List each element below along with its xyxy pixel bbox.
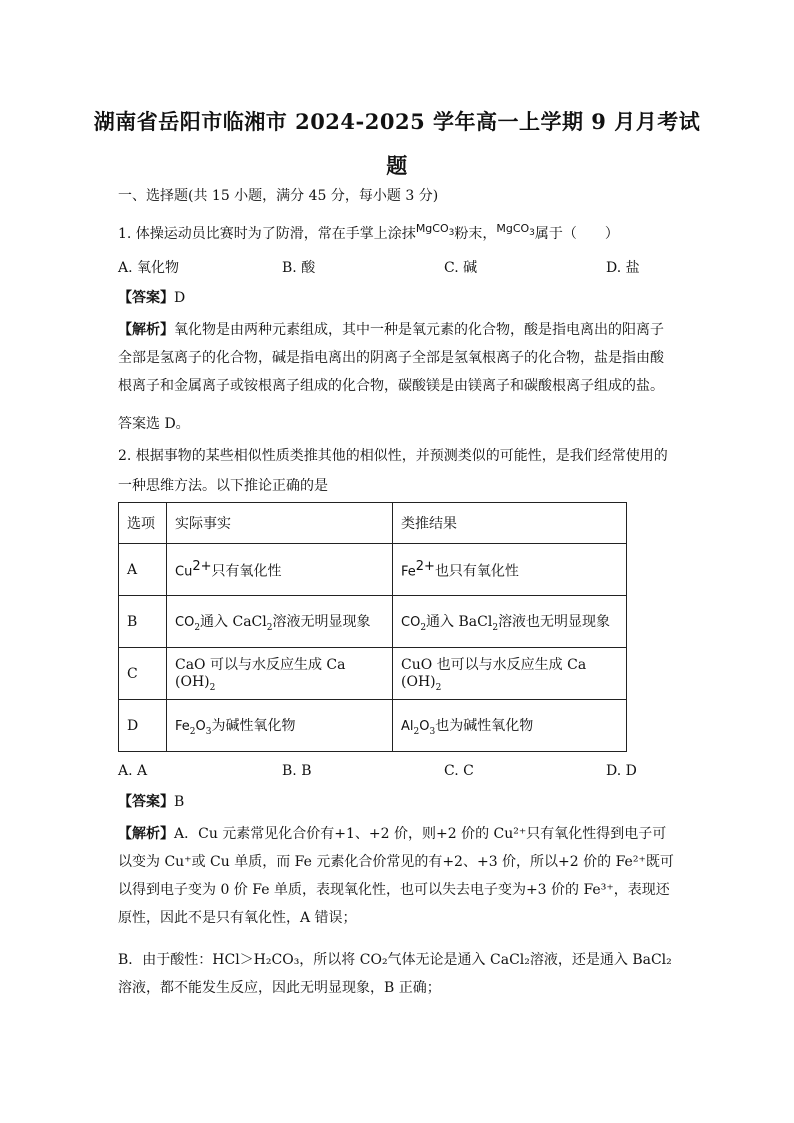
result-cell: $Fe^{2+}$也只有氧化性 — [393, 544, 627, 596]
q2-answer-value: B — [174, 794, 185, 810]
answer-tag: 【答案】 — [118, 794, 174, 810]
comparison-table — [118, 502, 627, 752]
q1-mid: 粉末， — [454, 226, 497, 242]
header-fact: 实际事实 — [167, 503, 393, 544]
table-row — [119, 544, 627, 596]
result-cell: $CO_2$通入 BaCl$_2$溶液也无明显现象 — [393, 596, 627, 648]
title-line-2: 题 — [386, 153, 408, 178]
q1-lead: 1. 体操运动员比赛时为了防滑，常在手掌上涂抹 — [118, 226, 416, 242]
row-label: D — [119, 700, 167, 752]
q1-option-a: A. 氧化物 — [118, 260, 180, 276]
answer-tag: 【答案】 — [118, 290, 174, 306]
q2-stem-line-2: 一种思维方法。以下推论正确的是 — [118, 478, 328, 494]
q1-option-c: C. 碱 — [444, 260, 478, 276]
q1-analysis-text: 氧化物是由两种元素组成，其中一种是氧元素的化合物，酸是指电离出的阳离子全部是氢离子的化合物，碱是指电离出的阴离子全部是氢氧根离子的化合物，盐是指由酸根离子和金属离子或铵根离子组成的化合物，碳酸镁是由镁离子和碳酸根离子组成的盐。 — [118, 322, 664, 394]
q1-formula-1: MgCO3 — [415, 222, 455, 239]
q1-option-b: B. 酸 — [282, 260, 316, 276]
table-header-row — [119, 503, 627, 544]
result-cell: $Al_2O_3$也为碱性氧化物 — [393, 700, 627, 752]
q1-tail: 属于（ ） — [534, 226, 619, 242]
fact-cell: $Cu^{2+}$只有氧化性 — [167, 544, 393, 596]
q2-answer — [118, 792, 184, 812]
q1-answer-value: D — [174, 290, 186, 306]
fact-cell: $CO_2$通入 CaCl$_2$溶液无明显现象 — [167, 596, 393, 648]
q2-analysis-a — [118, 820, 674, 932]
q2-stem-line-1: 2. 根据事物的某些相似性质类推其他的相似性，并预测类似的可能性，是我们经常使用的 — [118, 448, 668, 464]
q2-option-d: D. D — [606, 763, 637, 779]
table-row — [119, 596, 627, 648]
row-label: B — [119, 596, 167, 648]
analysis-tag: 【解析】 — [118, 826, 174, 842]
section-heading: 一、选择题(共 15 小题，满分 45 分，每小题 3 分) — [118, 188, 439, 204]
header-result: 类推结果 — [393, 503, 627, 544]
fact-cell: CaO 可以与水反应生成 Ca $(OH)_2$ — [167, 648, 393, 700]
q1-option-d: D. 盐 — [606, 260, 640, 276]
q2-option-b: B. B — [282, 763, 312, 779]
q2-option-c: C. C — [444, 763, 474, 779]
title-line-1: 湖南省岳阳市临湘市 2024-2025 学年高一上学期 9 月月考试 — [93, 109, 701, 134]
fact-cell: $Fe_2O_3$为碱性氧化物 — [167, 700, 393, 752]
q1-answer — [118, 288, 185, 308]
table-row — [119, 700, 627, 752]
table-row — [119, 648, 627, 700]
q1-stem — [118, 224, 619, 249]
row-label: C — [119, 648, 167, 700]
q2-analysis-a-text: A．Cu 元素常见化合价有+1、+2 价，则+2 价的 Cu²⁺只有氧化性得到电子可以变为 Cu⁺或 Cu 单质，而 Fe 元素化合价常见的有+2、+3 价，所以+2 价的 Fe²⁺既可以得到电子变为 0 价 Fe 单质，表现氧化性，也可以失去电子变为+3 价的 Fe³⁺，表现还原性，因此不是只有氧化性，A 错误； — [118, 826, 674, 926]
row-label: A — [119, 544, 167, 596]
q1-analysis — [118, 316, 674, 400]
page-title — [80, 100, 714, 188]
analysis-tag: 【解析】 — [118, 322, 174, 338]
header-option: 选项 — [119, 503, 167, 544]
q1-conclusion: 答案选 D。 — [118, 416, 190, 432]
result-cell: CuO 也可以与水反应生成 Ca $(OH)_2$ — [393, 648, 627, 700]
q1-formula-2: MgCO3 — [496, 222, 535, 239]
q2-analysis-b: B．由于酸性：HCl＞H₂CO₃，所以将 CO₂气体无论是通入 CaCl₂溶液，还是通入 BaCl₂溶液，都不能发生反应，因此无明显现象，B 正确； — [118, 952, 672, 996]
q2-option-a: A. A — [118, 763, 148, 779]
